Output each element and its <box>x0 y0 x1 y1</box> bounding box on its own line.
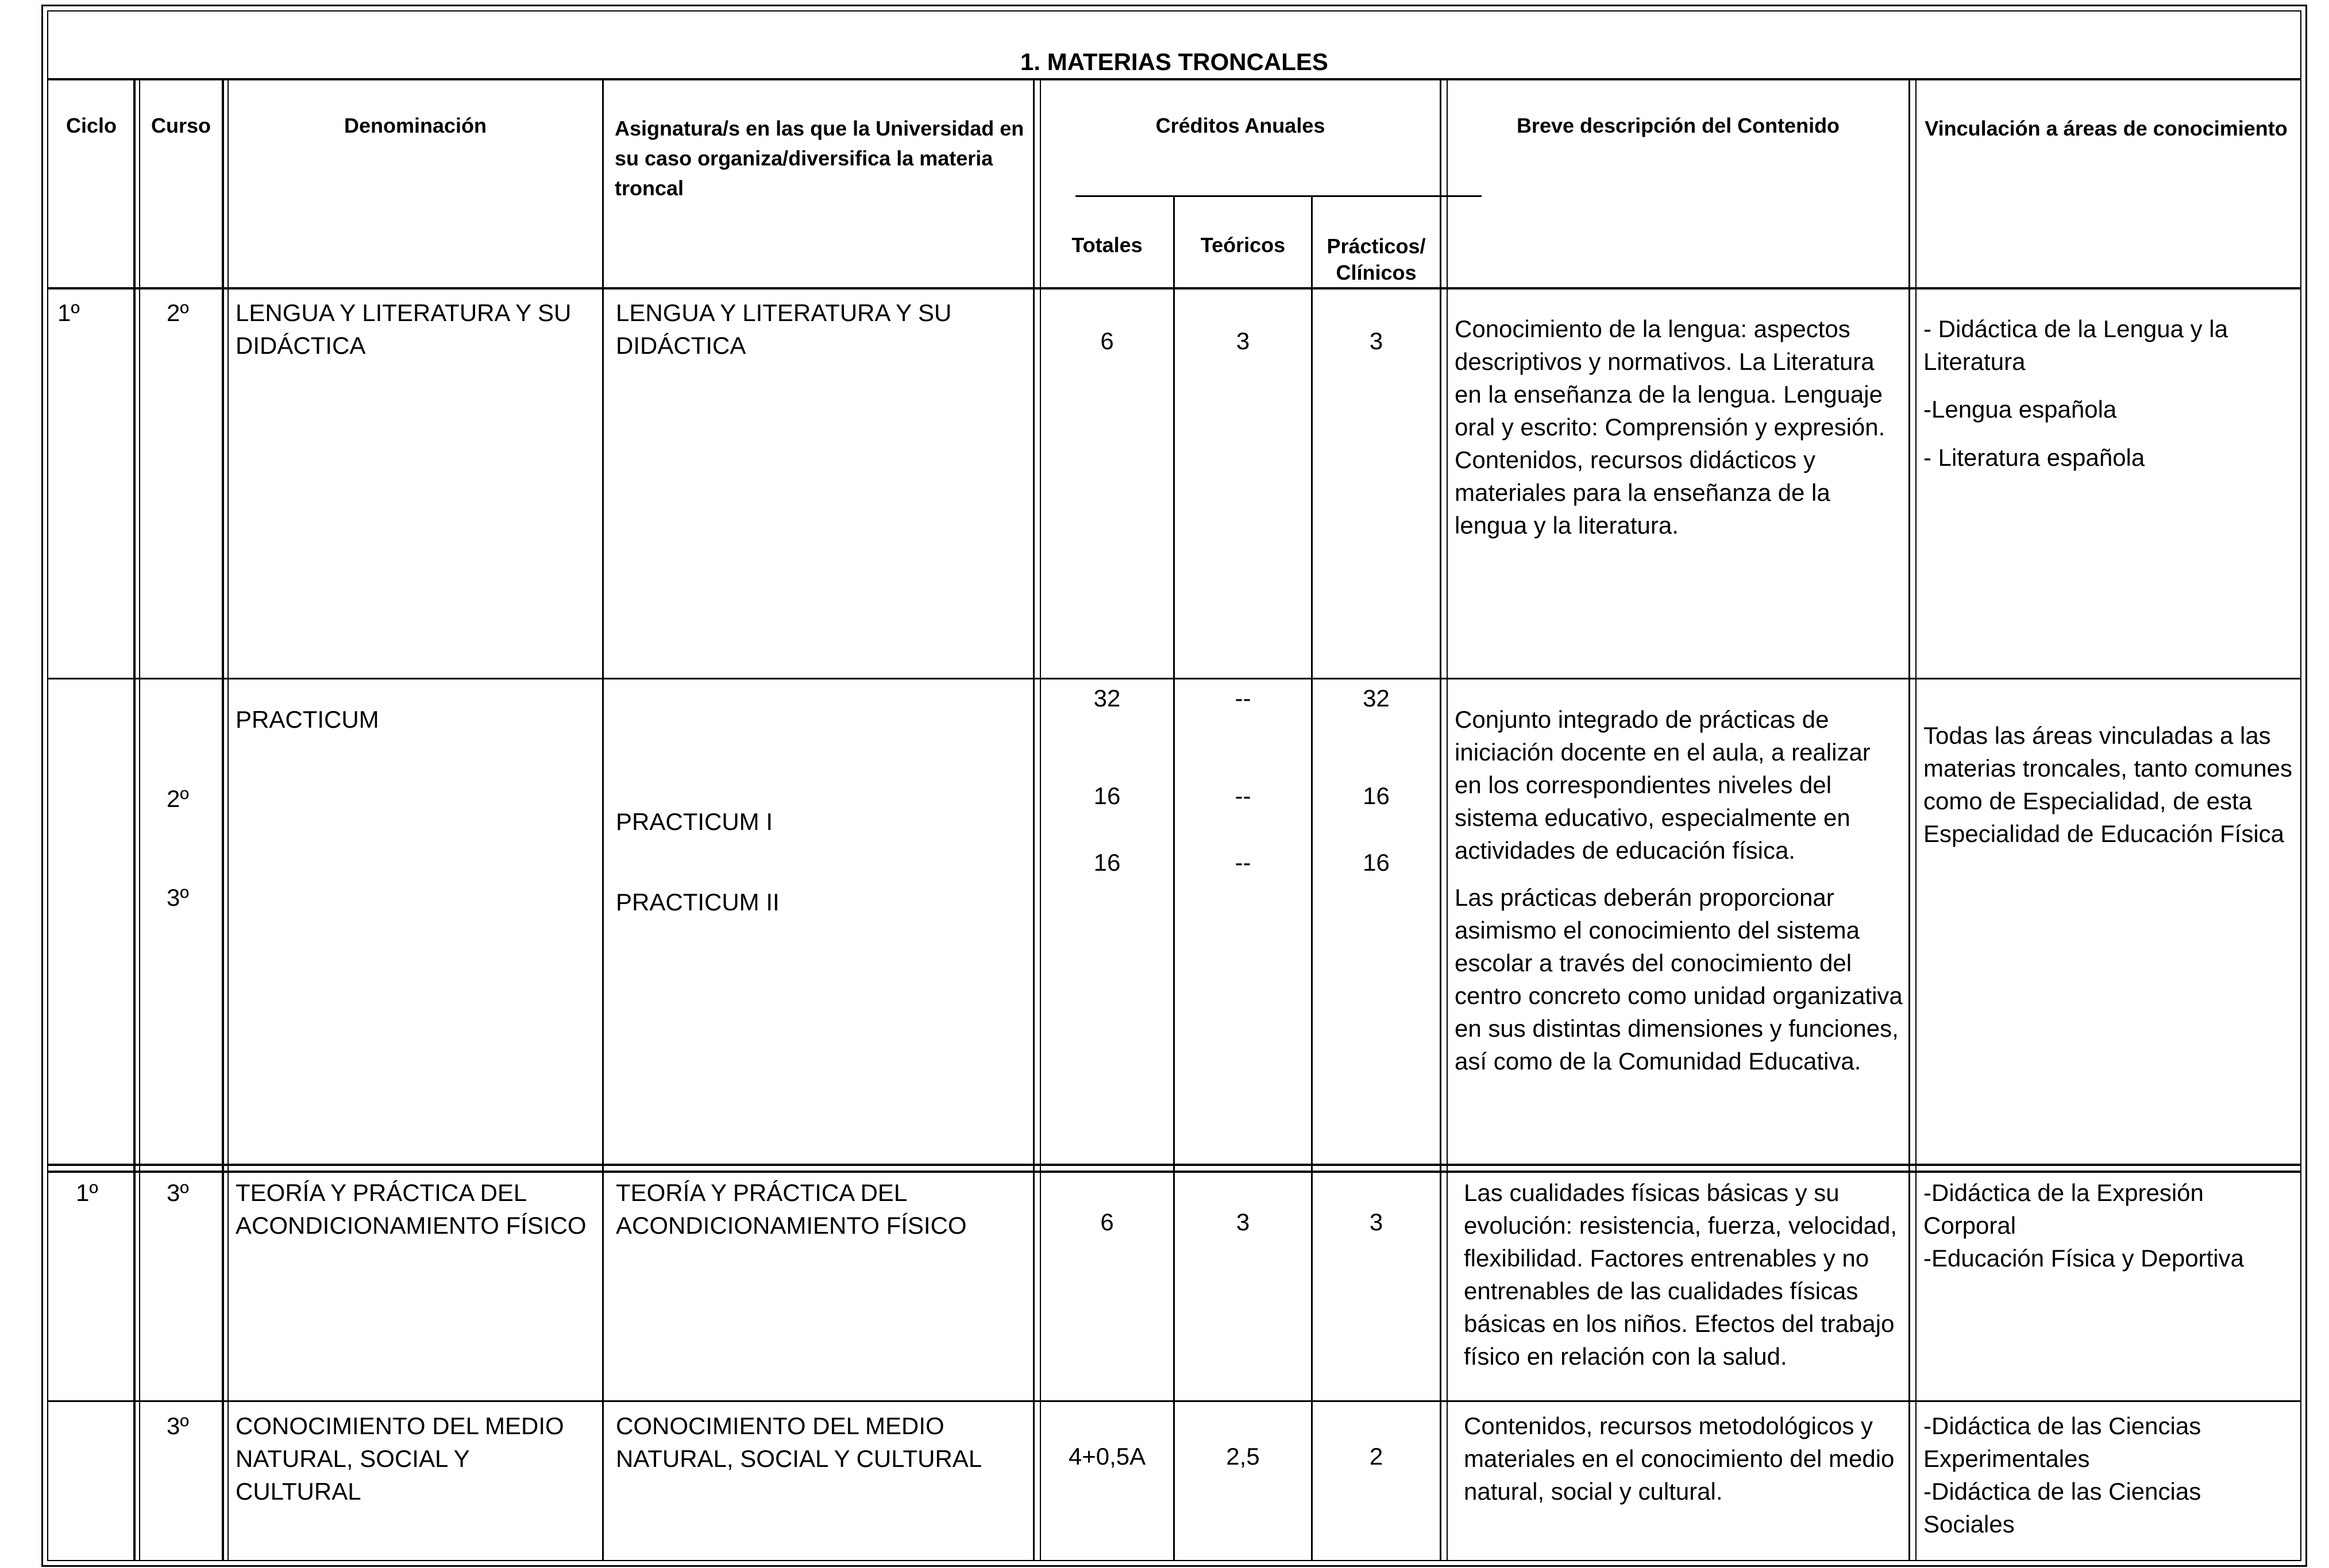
header-totales: Totales <box>1071 233 1143 257</box>
row4-vinculacion-1: -Didáctica de las Ciencias Experimentales <box>1923 1412 2201 1472</box>
col-rule-creditos <box>1440 78 1441 1561</box>
row3-denominacion: TEORÍA Y PRÁCTICA DEL ACONDICIONAMIENTO FÍSICO <box>236 1179 587 1239</box>
row4-totales: 4+0,5A <box>1068 1443 1146 1470</box>
header-asignatura: Asignatura/s en las que la Universidad en su caso organiza/diversifica la materia troncal <box>615 117 1024 200</box>
row2-sub1-teoricos: -- <box>1235 782 1251 809</box>
row1-ciclo: 1º <box>57 299 80 326</box>
col-rule-curso <box>222 78 224 1561</box>
row1-curso: 2º <box>167 299 189 326</box>
row2-sub1-asignatura: PRACTICUM I <box>616 808 773 835</box>
row2-sub2-teoricos: -- <box>1235 849 1251 876</box>
row2-denominacion: PRACTICUM <box>236 706 379 733</box>
row3-teoricos: 3 <box>1236 1208 1250 1235</box>
col-rule-desc <box>1908 78 1910 1561</box>
col-rule-asig <box>1033 78 1035 1561</box>
row3-asignatura: TEORÍA Y PRÁCTICA DEL ACONDICIONAMIENTO FÍSICO <box>616 1179 967 1239</box>
row2-sub2-practicos: 16 <box>1363 849 1390 876</box>
row1-denominacion: LENGUA Y LITERATURA Y SU DIDÁCTICA <box>236 299 572 359</box>
header-practicos: Prácticos/ Clínicos <box>1327 234 1426 284</box>
row1-teoricos: 3 <box>1236 327 1250 354</box>
row3-descripcion: Las cualidades físicas básicas y su evolución: resistencia, fuerza, velocidad, flexibilidad. Factores entrenables y no entrenables de las cualidades físicas básicas en los niños. Efectos del trabajo físico en relación con la salud. <box>1464 1179 1898 1370</box>
row2-vinculacion: Todas las áreas vinculadas a las materias troncales, tanto comunes como de Especialidad, de esta Especialidad de Educación Física <box>1923 722 2292 847</box>
col-rule-asig-b <box>1040 78 1041 1561</box>
header-ciclo: Ciclo <box>65 114 117 137</box>
row3-ciclo: 1º <box>76 1179 98 1206</box>
header-teoricos: Teóricos <box>1200 233 1286 257</box>
row2-sub1-totales: 16 <box>1093 782 1121 809</box>
row2-descripcion-1: Conjunto integrado de prácticas de iniciación docente en el aula, a realizar en los correspondientes niveles del sistema educativo, especialmente en actividades de educación física. <box>1455 706 1871 864</box>
row2-sub1-practicos: 16 <box>1363 782 1390 809</box>
col-rule-totales <box>1173 195 1175 1561</box>
row2-practicos: 32 <box>1363 685 1390 712</box>
row4-curso: 3º <box>167 1412 189 1439</box>
row1-vinculacion-1: - Didáctica de la Lengua y la Literatura <box>1923 315 2228 375</box>
row1-descripcion: Conocimiento de la lengua: aspectos descriptivos y normativos. La Literatura en la enseñanza de la lengua. Lenguaje oral y escrito: Comprensión y expresión. Contenidos, recursos didácticos y materiales para la enseñanza de la lengua y la literatura. <box>1455 315 1885 539</box>
materias-troncales-table <box>41 5 2307 1567</box>
rule-under-creditos <box>1075 195 1482 197</box>
row2-sub2-asignatura: PRACTICUM II <box>616 889 780 916</box>
row4-teoricos: 2,5 <box>1226 1443 1260 1470</box>
row3-vinculacion-1: -Didáctica de la Expresión Corporal <box>1923 1179 2204 1239</box>
header-vinculacion: Vinculación a áreas de conocimiento <box>1925 117 2288 140</box>
row2-sub1-curso: 2º <box>167 785 189 812</box>
row1-asignatura: LENGUA Y LITERATURA Y SU DIDÁCTICA <box>616 299 952 359</box>
header-denominacion: Denominación <box>344 114 487 137</box>
row1-practicos: 3 <box>1369 327 1383 354</box>
row3-practicos: 3 <box>1369 1208 1383 1235</box>
row3-totales: 6 <box>1100 1208 1114 1235</box>
row4-descripcion: Contenidos, recursos metodológicos y materiales en el conocimiento del medio natural, social y cultural. <box>1464 1412 1895 1505</box>
col-rule-desc-b <box>1915 78 1917 1561</box>
row2-descripcion-2: Las prácticas deberán proporcionar asimismo el conocimiento del sistema escolar a través del conocimiento del centro concreto como unidad organizativa en sus distintas dimensiones y funciones, así como de la Comunidad Educativa. <box>1455 884 1903 1075</box>
header-creditos: Créditos Anuales <box>1155 114 1325 137</box>
row1-vinculacion-3: - Literatura española <box>1923 444 2145 471</box>
rule-under-title <box>47 78 2301 80</box>
col-rule-teoricos <box>1311 195 1313 1561</box>
row4-asignatura: CONOCIMIENTO DEL MEDIO NATURAL, SOCIAL Y CULTURAL <box>616 1412 982 1472</box>
row2-teoricos: -- <box>1235 685 1251 712</box>
row3-vinculacion-2: -Educación Física y Deportiva <box>1923 1245 2244 1272</box>
row3-curso: 3º <box>167 1179 189 1206</box>
row4-denominacion: CONOCIMIENTO DEL MEDIO NATURAL, SOCIAL Y CULTURAL <box>236 1412 564 1505</box>
col-rule-ciclo-b <box>139 78 140 1561</box>
row2-sub2-curso: 3º <box>167 884 189 911</box>
col-rule-denom <box>602 78 604 1561</box>
col-rule-creditos-b <box>1447 78 1448 1561</box>
row2-totales: 32 <box>1093 685 1121 712</box>
header-curso: Curso <box>151 114 211 137</box>
row1-vinculacion-2: -Lengua española <box>1923 396 2117 423</box>
header-descripcion: Breve descripción del Contenido <box>1516 114 1840 137</box>
row4-vinculacion-2: -Didáctica de las Ciencias Sociales <box>1923 1478 2201 1538</box>
col-rule-ciclo <box>133 78 136 1561</box>
col-rule-curso-b <box>227 78 229 1561</box>
row1-totales: 6 <box>1100 327 1114 354</box>
table-title: 1. MATERIAS TRONCALES <box>1020 48 1328 75</box>
row2-sub2-totales: 16 <box>1093 849 1121 876</box>
row4-practicos: 2 <box>1369 1443 1383 1470</box>
